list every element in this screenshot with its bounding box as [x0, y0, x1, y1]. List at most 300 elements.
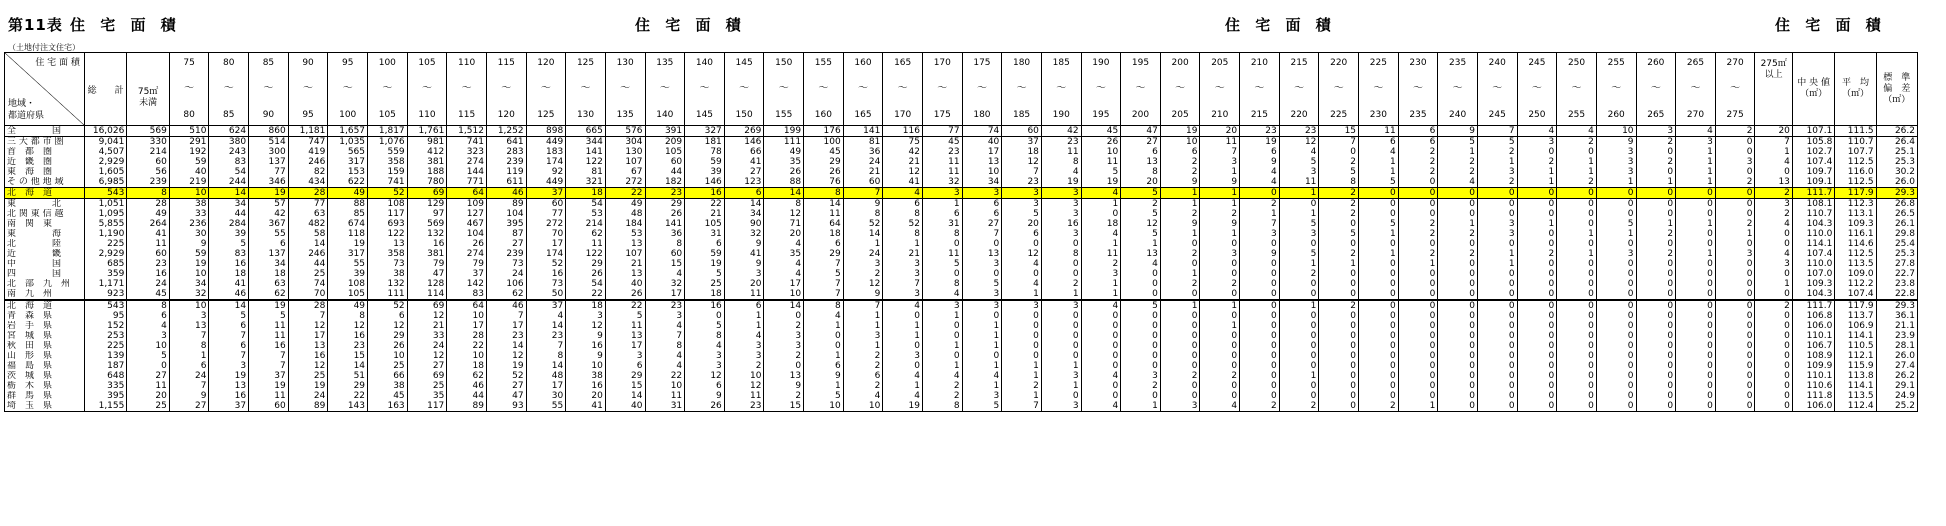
value-cell: 1 [1160, 300, 1200, 311]
value-cell: 0 [1160, 239, 1200, 249]
value-cell: 0 [1359, 311, 1399, 321]
value-cell: 53 [566, 209, 606, 219]
value-cell: 2 [1319, 157, 1359, 167]
range-tilde: ～ [739, 83, 750, 94]
value-cell: 330 [127, 137, 169, 148]
value-cell: 0 [1160, 311, 1200, 321]
value-cell: 176 [804, 126, 844, 137]
range-header [1715, 53, 1755, 126]
value-cell: 0 [1636, 259, 1676, 269]
value-cell: 214 [127, 147, 169, 157]
value-cell: 0 [1359, 269, 1399, 279]
value-cell: 0 [1279, 199, 1319, 210]
value-cell: 0 [1041, 331, 1081, 341]
value-cell: 0 [1596, 361, 1636, 371]
value-cell: 0 [1279, 341, 1319, 351]
range-lower: 190 [1092, 58, 1110, 68]
range-upper: 135 [616, 110, 634, 120]
value-cell: 1 [1041, 289, 1081, 300]
value-cell: 13 [605, 269, 645, 279]
value-cell: 10 [764, 289, 804, 300]
value-cell: 1 [883, 381, 923, 391]
value-cell: 25.2 [1876, 401, 1917, 412]
range-upper: 245 [1488, 110, 1506, 120]
value-cell: 0 [1715, 300, 1755, 311]
range-lower: 80 [223, 58, 235, 68]
region-name-cell [5, 137, 85, 148]
value-cell: 17 [962, 147, 1002, 157]
value-cell: 2 [843, 269, 883, 279]
value-cell: 19 [249, 300, 289, 311]
value-cell: 60 [249, 401, 289, 412]
value-cell: 110.7 [1835, 137, 1876, 148]
value-cell: 34 [209, 199, 249, 210]
value-cell: 2 [1160, 279, 1200, 289]
value-cell: 6 [804, 239, 844, 249]
value-cell: 0 [1081, 381, 1121, 391]
value-cell: 12 [1002, 157, 1042, 167]
value-cell: 2 [724, 361, 764, 371]
value-cell: 3 [1160, 401, 1200, 412]
value-cell: 0 [1279, 351, 1319, 361]
value-cell: 0 [1557, 371, 1597, 381]
value-cell: 27.4 [1876, 361, 1917, 371]
value-cell: 0 [1517, 351, 1557, 361]
value-cell: 70 [288, 289, 328, 300]
value-cell: 0 [1715, 321, 1755, 331]
range-lower: 125 [576, 58, 595, 68]
value-cell: 0 [1121, 269, 1161, 279]
value-cell: 9 [566, 351, 606, 361]
value-cell: 141 [566, 147, 606, 157]
range-header [1160, 53, 1200, 126]
value-cell: 81 [843, 137, 883, 148]
range-header [1438, 53, 1478, 126]
value-cell: 3 [962, 289, 1002, 300]
value-cell: 1 [1279, 300, 1319, 311]
value-cell: 6 [962, 199, 1002, 210]
range-tilde: ～ [303, 83, 314, 94]
value-cell: 39 [685, 167, 725, 177]
range-header [605, 53, 645, 126]
value-cell: 13 [209, 381, 249, 391]
value-cell: 7 [1200, 147, 1240, 157]
range-lower: 105 [418, 58, 436, 68]
value-cell: 14 [526, 361, 566, 371]
value-cell: 21 [605, 259, 645, 269]
value-cell: 246 [288, 249, 328, 259]
value-cell: 4 [1041, 167, 1081, 177]
value-cell: 26.8 [1876, 199, 1917, 210]
value-cell: 6 [209, 321, 249, 331]
value-cell: 0 [1121, 391, 1161, 401]
value-cell: 23 [1002, 177, 1042, 188]
value-cell: 5,855 [84, 219, 126, 229]
range-lower: 90 [302, 58, 314, 68]
value-cell: 4 [764, 239, 804, 249]
value-cell: 12 [368, 321, 408, 331]
value-cell: 2 [1517, 249, 1557, 259]
range-tilde: ～ [976, 83, 987, 94]
value-cell: 107.7 [1835, 147, 1876, 157]
range-lower: 255 [1607, 58, 1625, 68]
value-cell: 4 [645, 351, 685, 361]
value-cell: 27 [962, 219, 1002, 229]
range-header [883, 53, 923, 126]
value-cell: 23 [724, 401, 764, 412]
value-cell: 0 [1477, 371, 1517, 381]
value-cell: 0 [1477, 289, 1517, 300]
value-cell: 0 [1160, 381, 1200, 391]
value-cell: 25 [368, 361, 408, 371]
value-cell: 78 [685, 147, 725, 157]
median-header-label: （㎡） [1800, 89, 1828, 99]
value-cell: 3 [605, 351, 645, 361]
value-cell: 0 [1557, 219, 1597, 229]
region-name-cell [5, 249, 85, 259]
value-cell: 2 [1121, 199, 1161, 210]
value-cell: 0 [1240, 300, 1280, 311]
value-cell: 0 [1200, 239, 1240, 249]
value-cell: 1 [1676, 177, 1716, 188]
value-cell: 7 [209, 331, 249, 341]
mean-header-label: 平 均 [1841, 78, 1869, 88]
value-cell: 59 [685, 157, 725, 167]
range-upper: 235 [1409, 110, 1427, 120]
value-cell: 113.8 [1835, 371, 1876, 381]
value-cell: 11 [605, 321, 645, 331]
value-cell: 0 [1398, 209, 1438, 219]
value-cell: 2 [1398, 219, 1438, 229]
value-cell: 449 [526, 137, 566, 148]
value-cell: 45 [922, 137, 962, 148]
value-cell: 24 [843, 249, 883, 259]
value-cell: 1 [1279, 259, 1319, 269]
value-cell: 17 [764, 279, 804, 289]
value-cell: 6 [249, 239, 289, 249]
range-lower: 210 [1250, 58, 1269, 68]
value-cell: 35 [764, 157, 804, 167]
value-cell: 106.8 [1792, 311, 1834, 321]
range-upper: 175 [933, 110, 951, 120]
value-cell: 0 [1755, 311, 1792, 321]
value-cell: 3 [1041, 209, 1081, 219]
region-name-cell [5, 199, 85, 210]
value-cell: 5 [1596, 219, 1636, 229]
value-cell: 5 [804, 391, 844, 401]
value-cell: 236 [169, 219, 209, 229]
value-cell: 9 [843, 289, 883, 300]
value-cell: 4 [922, 371, 962, 381]
value-cell: 0 [1319, 351, 1359, 361]
value-cell: 5 [1121, 300, 1161, 311]
value-cell: 6 [169, 361, 209, 371]
table-row [5, 391, 1918, 401]
value-cell: 4 [1755, 157, 1792, 167]
value-cell: 110.1 [1792, 371, 1834, 381]
value-cell: 0 [1715, 331, 1755, 341]
value-cell: 123 [724, 177, 764, 188]
value-cell: 482 [288, 219, 328, 229]
table-row [5, 167, 1918, 177]
value-cell: 14 [605, 391, 645, 401]
value-cell: 2 [1200, 279, 1240, 289]
value-cell: 107.4 [1792, 157, 1834, 167]
value-cell: 2 [1200, 371, 1240, 381]
value-cell: 0 [1398, 289, 1438, 300]
value-cell: 11 [1081, 249, 1121, 259]
value-cell: 111.7 [1792, 188, 1834, 199]
value-cell: 105.8 [1792, 137, 1834, 148]
value-cell: 27 [169, 401, 209, 412]
value-cell: 59 [169, 249, 209, 259]
value-cell: 39 [209, 229, 249, 239]
range-tilde: ～ [1492, 83, 1503, 94]
value-cell: 0 [1636, 321, 1676, 331]
value-cell: 0 [1438, 341, 1478, 351]
value-cell: 3 [127, 331, 169, 341]
range-upper: 125 [537, 110, 555, 120]
value-cell: 104 [486, 209, 526, 219]
value-cell: 0 [1438, 361, 1478, 371]
value-cell: 109 [447, 199, 487, 210]
value-cell: 1 [1081, 289, 1121, 300]
value-cell: 0 [1319, 381, 1359, 391]
value-cell: 54 [566, 199, 606, 210]
value-cell: 2 [1755, 188, 1792, 199]
value-cell: 2 [1319, 300, 1359, 311]
value-cell: 1 [962, 331, 1002, 341]
value-cell: 0 [1715, 361, 1755, 371]
value-cell: 0 [1477, 279, 1517, 289]
value-cell: 0 [1438, 311, 1478, 321]
value-cell: 3 [1279, 167, 1319, 177]
value-cell: 183 [526, 147, 566, 157]
value-cell: 117 [368, 209, 408, 219]
value-cell: 14 [804, 199, 844, 210]
value-cell: 2 [1755, 300, 1792, 311]
value-cell: 17 [645, 289, 685, 300]
range-lower: 135 [656, 58, 674, 68]
value-cell: 0 [1438, 259, 1478, 269]
value-cell: 13 [962, 157, 1002, 167]
value-cell: 3 [1596, 167, 1636, 177]
value-cell: 0 [1359, 341, 1399, 351]
value-cell: 0 [1636, 269, 1676, 279]
value-cell: 12 [1279, 137, 1319, 148]
value-cell: 1 [922, 199, 962, 210]
value-cell: 0 [1398, 239, 1438, 249]
value-cell: 0 [1240, 341, 1280, 351]
value-cell: 4 [962, 371, 1002, 381]
value-cell: 18 [566, 300, 606, 311]
value-cell: 16 [685, 188, 725, 199]
value-cell: 0 [962, 269, 1002, 279]
value-cell: 569 [407, 219, 447, 229]
table-row [5, 126, 1918, 137]
range-header [1636, 53, 1676, 126]
value-cell: 0 [1636, 371, 1676, 381]
value-cell: 5 [1002, 209, 1042, 219]
value-cell: 90 [724, 219, 764, 229]
value-cell: 29 [328, 381, 368, 391]
value-cell: 0 [1398, 331, 1438, 341]
range-header [1398, 53, 1438, 126]
value-cell: 12 [407, 351, 447, 361]
value-cell: 30 [169, 229, 209, 239]
value-cell: 0 [1636, 289, 1676, 300]
value-cell: 0 [1319, 219, 1359, 229]
value-cell: 0 [1596, 391, 1636, 401]
value-cell: 3 [209, 361, 249, 371]
value-cell: 19 [486, 361, 526, 371]
value-cell: 0 [764, 361, 804, 371]
value-cell: 20 [764, 229, 804, 239]
range-header [962, 53, 1002, 126]
value-cell: 12 [764, 209, 804, 219]
value-cell: 0 [1121, 279, 1161, 289]
value-cell: 2 [1200, 209, 1240, 219]
value-cell: 2,929 [84, 157, 126, 167]
value-cell: 358 [368, 249, 408, 259]
value-cell: 5 [605, 311, 645, 321]
value-cell: 0 [1041, 391, 1081, 401]
value-cell: 3 [883, 269, 923, 279]
value-cell: 114.1 [1835, 381, 1876, 391]
value-cell: 3 [1041, 188, 1081, 199]
value-cell: 0 [1477, 361, 1517, 371]
value-cell: 1 [1359, 157, 1399, 167]
range-lower: 250 [1567, 58, 1586, 68]
value-cell: 0 [1636, 341, 1676, 351]
range-header [566, 53, 606, 126]
range-upper: 210 [1211, 110, 1229, 120]
value-cell: 239 [127, 177, 169, 188]
value-cell: 34 [169, 279, 209, 289]
value-cell: 113.7 [1835, 311, 1876, 321]
value-cell: 4 [127, 321, 169, 331]
value-cell: 0 [804, 341, 844, 351]
value-cell: 25 [685, 279, 725, 289]
value-cell: 0 [922, 331, 962, 341]
value-cell: 0 [1438, 371, 1478, 381]
value-cell: 18 [1081, 219, 1121, 229]
value-cell: 11 [1359, 126, 1399, 137]
range-header [407, 53, 447, 126]
value-cell: 9 [566, 331, 606, 341]
value-cell: 0 [1517, 147, 1557, 157]
value-cell: 0 [1715, 167, 1755, 177]
range-header [1121, 53, 1161, 126]
value-cell: 23 [127, 259, 169, 269]
value-cell: 26 [685, 401, 725, 412]
over275-header-label: 以上 [1764, 70, 1783, 80]
value-cell: 40 [605, 401, 645, 412]
value-cell: 1,605 [84, 167, 126, 177]
value-cell: 10 [169, 269, 209, 279]
sd-header-label: 標 準 [1883, 72, 1911, 83]
value-cell: 359 [84, 269, 126, 279]
value-cell: 8 [685, 331, 725, 341]
value-cell: 63 [288, 209, 328, 219]
range-lower: 245 [1528, 58, 1546, 68]
value-cell: 4 [724, 331, 764, 341]
value-cell: 2 [1636, 229, 1676, 239]
value-cell: 107.4 [1835, 289, 1876, 300]
value-cell: 0 [804, 331, 844, 341]
value-cell: 113.5 [1835, 391, 1876, 401]
value-cell: 102.7 [1792, 147, 1834, 157]
value-cell: 19 [328, 239, 368, 249]
table-header-row [5, 53, 1918, 126]
value-cell: 2 [1398, 167, 1438, 177]
value-cell: 1 [962, 361, 1002, 371]
value-cell: 0 [1240, 381, 1280, 391]
value-cell: 0 [1636, 239, 1676, 249]
value-cell: 112.5 [1835, 249, 1876, 259]
value-cell: 104 [447, 229, 487, 239]
value-cell: 0 [1240, 259, 1280, 269]
value-cell: 0 [1002, 269, 1042, 279]
table-row [5, 381, 1918, 391]
value-cell: 246 [288, 157, 328, 167]
value-cell: 3 [962, 391, 1002, 401]
value-cell: 4 [1240, 177, 1280, 188]
value-cell: 0 [1517, 279, 1557, 289]
value-cell: 6 [685, 239, 725, 249]
value-cell: 9 [1200, 177, 1240, 188]
range-tilde: ～ [818, 83, 829, 94]
value-cell: 9 [764, 381, 804, 391]
region-name: 東 海 圏 [7, 167, 53, 177]
value-cell: 128 [407, 279, 447, 289]
value-cell: 0 [1755, 269, 1792, 279]
value-cell: 0 [1715, 351, 1755, 361]
range-header [1279, 53, 1319, 126]
range-tilde: ～ [1254, 83, 1265, 94]
value-cell: 0 [1517, 300, 1557, 311]
value-cell: 0 [1002, 321, 1042, 331]
range-upper: 140 [656, 110, 674, 120]
value-cell: 47 [407, 269, 447, 279]
value-cell: 771 [447, 177, 487, 188]
value-cell: 22 [645, 371, 685, 381]
value-cell: 0 [1477, 341, 1517, 351]
value-cell: 1 [1359, 167, 1399, 177]
region-name: 近 畿 圏 [7, 157, 53, 167]
value-cell: 20 [566, 391, 606, 401]
value-cell: 6 [209, 341, 249, 351]
value-cell: 105 [645, 147, 685, 157]
value-cell: 18 [447, 361, 487, 371]
value-cell: 0 [1160, 321, 1200, 331]
range-lower: 75 [183, 58, 195, 68]
value-cell: 0 [1596, 279, 1636, 289]
value-cell: 0 [127, 361, 169, 371]
value-cell: 0 [1279, 311, 1319, 321]
value-cell: 5 [962, 279, 1002, 289]
value-cell: 41 [209, 279, 249, 289]
value-cell: 112.5 [1835, 157, 1876, 167]
value-cell: 1 [843, 311, 883, 321]
table-row [5, 371, 1918, 381]
value-cell: 2 [1041, 279, 1081, 289]
value-cell: 11 [249, 321, 289, 331]
value-cell: 111.7 [1792, 300, 1834, 311]
value-cell: 1 [922, 311, 962, 321]
region-name-cell [5, 351, 85, 361]
value-cell: 0 [1557, 391, 1597, 401]
